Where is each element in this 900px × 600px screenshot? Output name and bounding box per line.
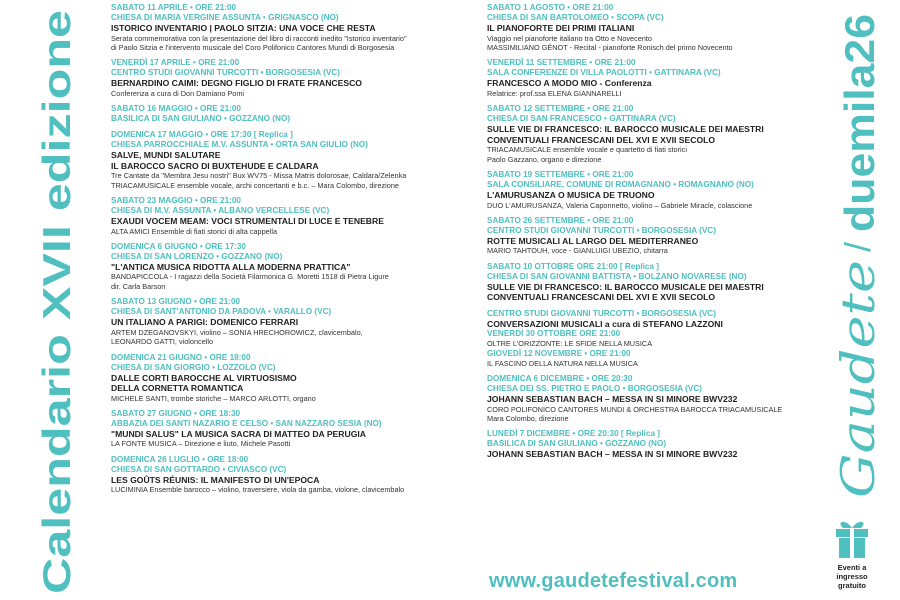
event-venue: CHIESA PARROCCHIALE M.V. ASSUNTA • ORTA SAN GIULIO (NO) — [111, 140, 368, 150]
event-venue: ABBAZIA DEI SANTI NAZARIO E CELSO • SAN NAZZARO SESIA (NO) — [111, 418, 382, 428]
event-title: DALLE CORTI BAROCCHE AL VIRTUOSISMO — [111, 372, 297, 383]
event-detail: Viaggio nel pianoforte italiano tra Otto e Novecento — [487, 33, 652, 43]
event-date: DOMENICA 26 LUGLIO • ORE 18:00 — [111, 454, 249, 464]
event-venue: CHIESA DEI SS. PIETRO E PAOLO • BORGOSESIA (VC) — [487, 384, 703, 394]
event-detail: MASSIMILIANO GÉNOT - Recital - pianoforte Ronisch del primo Novecento — [487, 42, 733, 52]
event-entry — [487, 309, 807, 368]
event-entry — [111, 409, 461, 449]
event-title: LES GOÛTS RÉUNIS: IL MANIFESTO DI UN'EPOCA — [111, 474, 320, 485]
event-date: SABATO 16 MAGGIO • ORE 21:00 — [111, 104, 241, 114]
event-venue: BASILICA DI SAN GIULIANO • GOZZANO (NO) — [111, 114, 291, 124]
event-title: SULLE VIE DI FRANCESCO: IL BAROCCO MUSICALE DEI MAESTRI — [487, 124, 764, 135]
event-entry — [487, 104, 807, 164]
event-date: SABATO 10 OTTOBRE ORE 21:00 [ Replica ] — [487, 261, 659, 271]
event-title: IL PIANOFORTE DEI PRIMI ITALIANI — [487, 23, 635, 33]
event-venue: CENTRO STUDI GIOVANNI TURCOTTI • BORGOSESIA (VC) — [487, 225, 716, 235]
event-detail: CORO POLIFONICO CANTORES MUNDI & ORCHESTRA BAROCCA TRIACAMUSICALE — [487, 404, 783, 414]
event-entry — [487, 58, 807, 98]
event-entry — [111, 297, 461, 346]
event-detail: ARTEM DZEGANOVSKYI, violino – SONIA HRECHOROWICZ, clavicembalo, — [111, 327, 363, 337]
event-venue: CHIESA DI SAN GIOVANNI BATTISTA • BOLZANO NOVARESE (NO) — [487, 271, 747, 281]
event-detail: Mara Colombo, direzione — [487, 414, 569, 424]
brand-slash: / — [837, 241, 878, 252]
event-date: SABATO 27 GIUGNO • ORE 18:30 — [111, 408, 241, 418]
event-title: EXAUDI VOCEM MEAM: VOCI STRUMENTALI DI LUCE E TENEBRE — [111, 216, 384, 227]
event-title: CONVENTUALI FRANCESCANI DEL XVI E XVII SECOLO — [487, 134, 716, 145]
event-date: DOMENICA 17 MAGGIO • ORE 17:30 [ Replica ] — [111, 130, 293, 140]
event-date: SABATO 23 MAGGIO • ORE 21:00 — [111, 196, 241, 206]
events-column-right — [487, 3, 807, 466]
event-date: SABATO 26 SETTEMBRE • ORE 21:00 — [487, 215, 634, 225]
event-detail: Serata commemorativa con la presentazione del libro di racconti inedito "Istorico inventario" — [111, 33, 407, 43]
event-date: DOMENICA 6 GIUGNO • ORE 17:30 — [111, 241, 246, 251]
event-date: SABATO 13 GIUGNO • ORE 21:00 — [111, 297, 241, 307]
gift-icon — [830, 516, 874, 560]
event-date: VENERDÌ 11 SETTEMBRE • ORE 21:00 — [487, 58, 636, 68]
event-date: VENERDÌ 30 OTTOBRE ORE 21:00 — [487, 329, 621, 339]
event-detail: DUO L'AMURUSANZA, Valeria Caponnetto, violino – Gabriele Miracle, colascione — [487, 200, 753, 210]
event-title: CONVERSAZIONI MUSICALI a cura di STEFANO LAZZONI — [487, 318, 723, 329]
event-entry — [111, 130, 461, 190]
event-venue: SALA CONFERENZE DI VILLA PAOLOTTI • GATTINARA (VC) — [487, 68, 721, 78]
event-detail: MICHELE SANTI, trombe storiche – MARCO ARLOTTI, organo — [111, 393, 316, 403]
event-date: GIOVEDÌ 12 NOVEMBRE • ORE 21:00 — [487, 348, 631, 358]
event-title: IL BAROCCO SACRO DI BUXTEHUDE E CALDARA — [111, 160, 319, 171]
event-entry — [487, 3, 807, 52]
event-venue: CHIESA DI MARIA VERGINE ASSUNTA • GRIGNASCO (NO) — [111, 13, 339, 22]
event-title: "L'ANTICA MUSICA RIDOTTA ALLA MODERNA PRATTICA" — [111, 261, 351, 272]
event-date: DOMENICA 6 DICEMBRE • ORE 20:30 — [487, 374, 633, 384]
event-entry — [487, 429, 807, 460]
edition-title — [20, 8, 80, 594]
event-venue: CENTRO STUDI GIOVANNI TURCOTTI • BORGOSESIA (VC) — [111, 68, 340, 78]
event-detail: Conferenza a cura di Don Damiano Pomi — [111, 88, 245, 98]
event-title: L'AMURUSANZA O MUSICA DE TRUONO — [487, 190, 655, 201]
event-detail: LA FONTE MUSICA – Direzione e liuto, Michele Pasotti — [111, 439, 291, 449]
event-entry — [111, 3, 461, 52]
event-venue: CHIESA DI M.V. ASSUNTA • ALBANO VERCELLESE (VC) — [111, 206, 330, 216]
event-title: UN ITALIANO A PARIGI: DOMENICO FERRARI — [111, 317, 299, 328]
event-entry — [487, 374, 807, 423]
free-entry-line: gratuito — [838, 581, 866, 590]
event-venue: CHIESA DI SANT'ANTONIO DA PADOVA • VARALLO (VC) — [111, 307, 332, 317]
event-date: SABATO 12 SETTEMBRE • ORE 21:00 — [487, 104, 634, 114]
event-title: CONVENTUALI FRANCESCANI DEL XVI E XVII SECOLO — [487, 292, 716, 303]
event-date: VENERDÌ 17 APRILE • ORE 21:00 — [111, 58, 240, 68]
event-venue: SALA CONSILIARE, COMUNE DI ROMAGNANO • ROMAGNANO (NO) — [487, 180, 754, 190]
event-title: BERNARDINO CAIMI: DEGNO FIGLIO DI FRATE FRANCESCO — [111, 78, 362, 89]
event-title: DELLA CORNETTA ROMANTICA — [111, 383, 244, 394]
event-detail: Paolo Gazzano, organo e direzione — [487, 154, 602, 164]
event-date: SABATO 11 APRILE • ORE 21:00 — [111, 3, 237, 12]
event-title: JOHANN SEBASTIAN BACH – MESSA IN SI MINORE BWV232 — [487, 394, 738, 405]
event-entry — [111, 353, 461, 403]
event-date: SABATO 19 SETTEMBRE • ORE 21:00 — [487, 170, 634, 180]
event-detail: TRIACAMUSICALE ensemble vocale e quartetto di fiati storici — [487, 145, 687, 155]
brand-wordmark: duemila26 — [836, 26, 883, 232]
event-venue: CHIESA DI SAN LORENZO • GOZZANO (NO) — [111, 251, 283, 261]
free-entry-note — [814, 563, 890, 590]
event-detail: ALTA AMICI Ensemble di fiati storici di alta cappella — [111, 226, 278, 236]
event-date: LUNEDÌ 7 DICEMBRE • ORE 20:30 [ Replica ] — [487, 429, 661, 439]
event-detail: dir. Carla Barson — [111, 281, 166, 291]
event-detail: di Paolo Sitzia e l'intervento musicale del Coro Polifonico Cantores Mundi di Borgosesia — [111, 42, 395, 52]
brand-logo — [820, 6, 890, 506]
event-date: SABATO 1 AGOSTO • ORE 21:00 — [487, 3, 614, 12]
event-title: ROTTE MUSICALI AL LARGO DEL MEDITERRANEO — [487, 235, 699, 246]
event-detail: TRIACAMUSICALE ensemble vocale, archi concertanti e b.c. – Mara Colombo, direzione — [111, 180, 399, 190]
event-date: DOMENICA 21 GIUGNO • ORE 18:00 — [111, 352, 251, 362]
event-detail: LUCIMINIA Ensemble barocco – violino, traversiere, viola da gamba, violone, clavicembalo — [111, 485, 405, 495]
brand-script: Gaudete — [831, 301, 885, 498]
event-entry — [487, 170, 807, 210]
event-title: SALVE, MUNDI SALUTARE — [111, 150, 221, 161]
events-column-left — [111, 3, 461, 501]
event-detail: LEONARDO GATTI, violoncello — [111, 337, 214, 347]
event-entry — [111, 455, 461, 495]
event-venue: CHIESA DI SAN GOTTARDO • CIVIASCO (VC) — [111, 464, 287, 474]
event-title: SULLE VIE DI FRANCESCO: IL BAROCCO MUSICALE DEI MAESTRI — [487, 281, 764, 292]
event-venue: BASILICA DI SAN GIULIANO • GOZZANO (NO) — [487, 439, 667, 449]
event-entry — [111, 58, 461, 98]
event-detail: BANDAPICCOLA - I ragazzi della Società Filarmonica G. Moretti 1518 di Pietra Ligure — [111, 272, 389, 282]
event-venue: CHIESA DI SAN GIORGIO • LOZZOLO (VC) — [111, 362, 276, 372]
event-detail: IL FASCINO DELLA NATURA NELLA MUSICA — [487, 358, 638, 368]
event-venue: CHIESA DI SAN FRANCESCO • GATTINARA (VC) — [487, 114, 676, 124]
event-entry — [487, 216, 807, 256]
event-entry — [487, 262, 807, 303]
event-title: "MUNDI SALUS" LA MUSICA SACRA DI MATTEO DA PERUGIA — [111, 428, 366, 439]
event-title: FRANCESCO A MODO MIO - Conferenza — [487, 78, 652, 89]
event-venue: CENTRO STUDI GIOVANNI TURCOTTI • BORGOSESIA (VC) — [487, 308, 716, 318]
event-title: JOHANN SEBASTIAN BACH – MESSA IN SI MINORE BWV232 — [487, 449, 738, 460]
free-entry-line: Eventi a — [837, 563, 867, 572]
event-entry — [111, 242, 461, 291]
event-detail: Tre Cantate da "Membra Jesu nostri" Bux WV75 - Missa Matris dolorosae, Caldara/Zelenka — [111, 171, 407, 181]
event-title: ISTORICO INVENTARIO | PAOLO SITZIA: UNA VOCE CHE RESTA — [111, 23, 376, 33]
free-entry-line: ingresso — [836, 572, 868, 581]
event-entry — [111, 104, 461, 124]
event-venue: CHIESA DI SAN BARTOLOMEO • SCOPA (VC) — [487, 13, 664, 22]
event-detail: MARIO TAHTOUH, voce - GIANLUIGI UBEZIO, chitarra — [487, 246, 668, 256]
event-detail: Relatrice: prof.ssa ELENA GIANNARELLI — [487, 88, 622, 98]
event-entry — [111, 196, 461, 236]
event-detail: OLTRE L'ORIZZONTE: LE SFIDE NELLA MUSICA — [487, 339, 653, 349]
edition-title-text: Calendario XVII edizione — [36, 141, 79, 594]
website-link[interactable]: www.gaudetefestival.com — [489, 570, 738, 592]
